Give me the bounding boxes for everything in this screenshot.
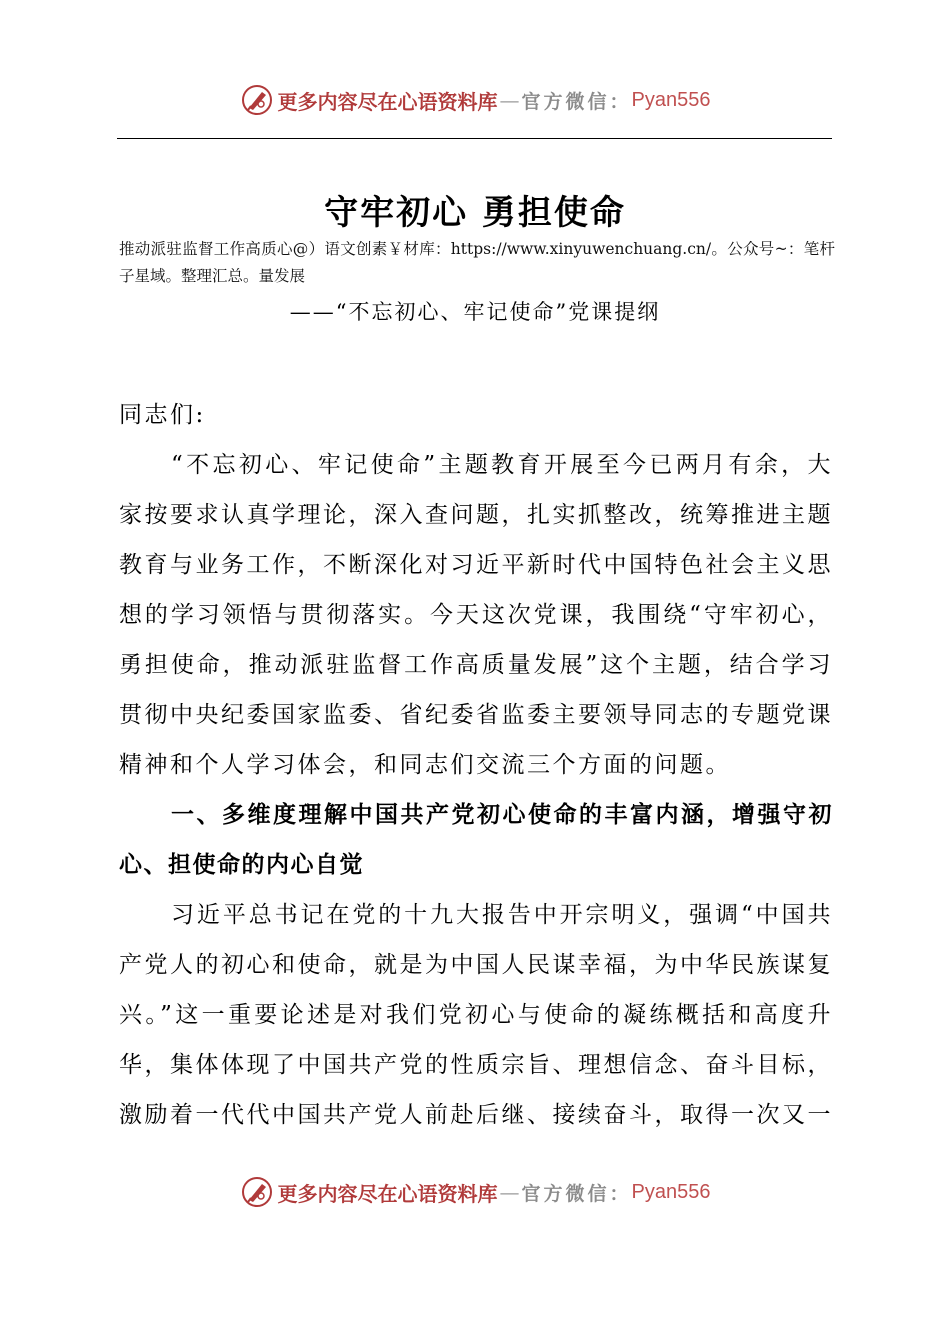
section-paragraph: 习近平总书记在党的十九大报告中开宗明义，强调“中国共产党人的初心和使命，就是为中国人民谋幸福，为中华民族谋复兴。”这一重要论述是对我们党初心与使命的凝练概括和高度升华，集体体现了中国共产党的性质宗旨、理想信念、奋斗目标，激励着一代代中国共产党人前赴后继、接续奋斗，取得一次又一 [119,902,833,1128]
wechat-label: 官方微信： [521,1182,632,1205]
banner-separator: — [499,88,520,112]
document-subtitle: ——“不忘初心、牢记使命”党课提纲 [289,300,661,324]
intro-paragraph: “不忘初心、牢记使命”主题教育开展至今已两月有余，大家按要求认真学理论，深入查问题，扎实抓整改，统筹推进主题教育与业务工作，不断深化对习近平新时代中国特色社会主义思想的学习领悟与贯彻落实。今天这次党课，我围绕“守牢初心，勇担使命，推动派驻监督工作高质量发展”这个主题，结合学习贯彻中央纪委国家监委、省纪委省监委主要领导同志的专题党课精神和个人学习体会，和同志们交流三个方面的问题。 [119,452,833,778]
brand-text: 更多内容尽在心语资料库 [277,1181,498,1206]
wechat-label: 官方微信： [521,90,632,113]
header-divider [117,138,832,139]
pen-nib-logo-icon [240,1175,274,1209]
salutation: 同志们: [119,402,206,428]
banner-separator: — [499,1180,520,1204]
pen-nib-logo-icon [240,83,274,117]
footer-banner [0,1170,950,1214]
document-body [119,390,833,1140]
document-title: 守牢初心 勇担使命 [324,193,626,233]
section-heading: 一、多维度理解中国共产党初心使命的丰富内涵，增强守初心、担使命的内心自觉 [119,802,833,878]
brand-text: 更多内容尽在心语资料库 [277,89,498,114]
wechat-id: Pyan556 [631,1180,711,1203]
source-note: 推动派驻监督工作高质心@）语文创素￥材库：https://www.xinyuwenchuang.cn/。公众号~：笔杆子星域。整理汇总。量发展 [119,240,835,285]
wechat-id: Pyan556 [631,88,711,111]
header-banner [0,78,950,122]
